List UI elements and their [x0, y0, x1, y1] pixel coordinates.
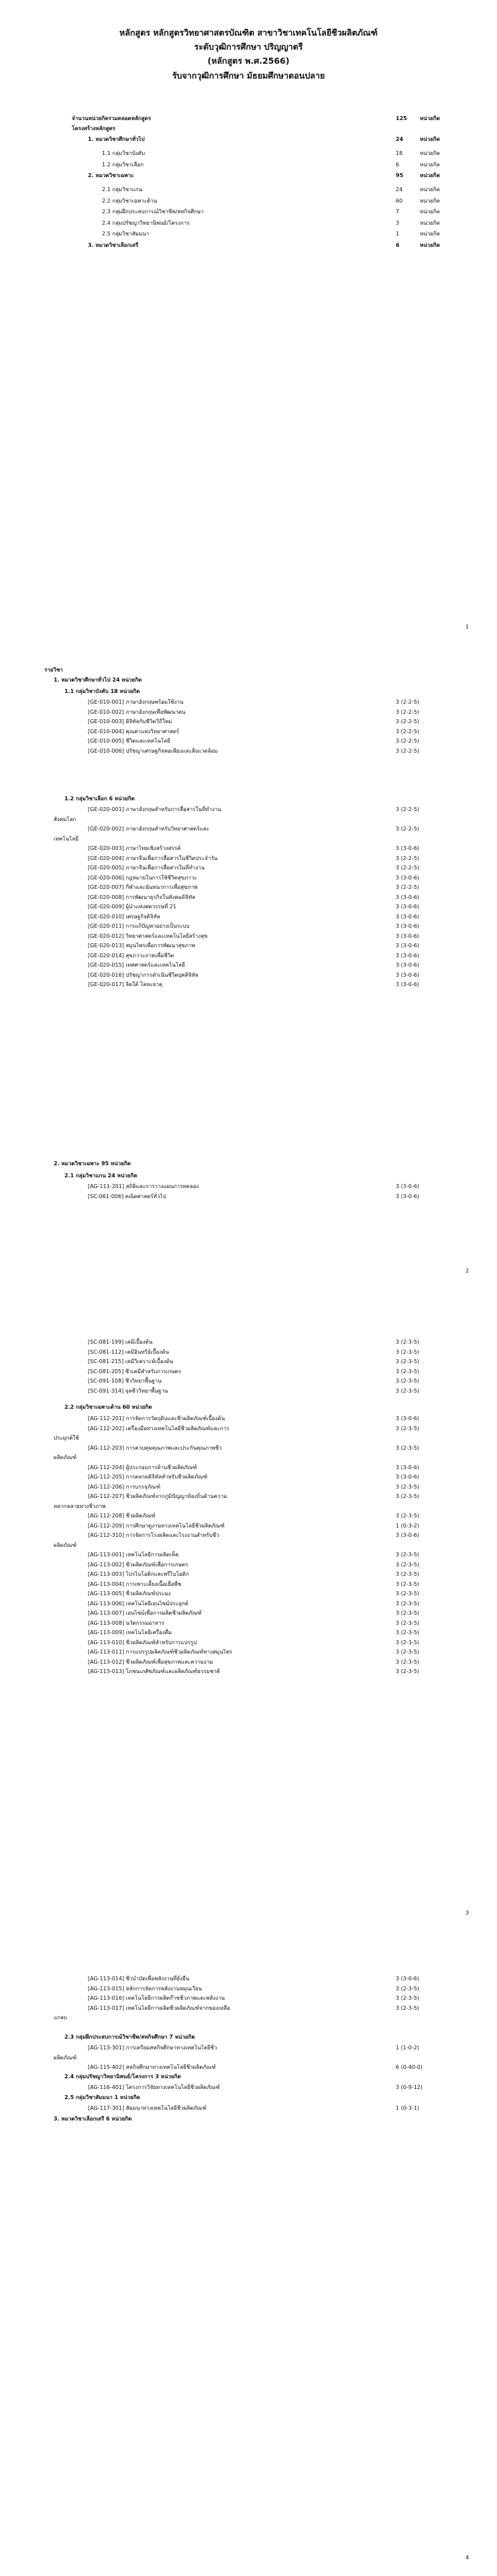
- course-credits: 3 (2-3-5): [396, 1493, 419, 1499]
- course-credits: 3 (2-3-5): [396, 1358, 419, 1364]
- course-credits: 3 (3-0-6): [396, 1193, 419, 1199]
- structure-row-unit: หน่วยกิต: [420, 209, 440, 215]
- structure-row-unit: หน่วยกิต: [420, 150, 440, 156]
- course-credits: 3 (3-0-6): [396, 923, 419, 929]
- course-name: [SC-061-006] คณิตศาสตร์ทั่วไป: [88, 1193, 166, 1199]
- course-credits: 3 (2-3-5): [396, 1513, 419, 1519]
- page-2: [0, 644, 497, 1288]
- course-credits: 3 (2-3-5): [396, 1483, 419, 1490]
- course-credits: 3 (3-0-6): [396, 874, 419, 881]
- course-credits: 3 (2-3-5): [396, 1339, 419, 1345]
- course-name-continued: แกลบ: [54, 2015, 67, 2021]
- course-credits: 1 (1-0-2): [396, 2045, 419, 2051]
- total-credits-label: จำนวนหน่วยกิตรวมตลอดหลักสูตร: [72, 115, 152, 121]
- header-curriculum-year: (หลักสูตร พ.ศ.2566): [207, 56, 290, 66]
- course-name: [AG-113-015] หลักการจัดการพลังงานหมุนเวียน: [88, 1985, 203, 1992]
- structure-row-label: 1. หมวดวิชาศึกษาทั่วไป: [88, 136, 145, 142]
- course-name: [AG-113-005] ชีวผลิตภัณฑ์ประมง: [88, 1591, 171, 1597]
- course-name-continued: ผลิตภัณฑ์: [54, 2054, 77, 2061]
- course-credits: 3 (2-2-5): [396, 747, 419, 754]
- course-credits: 3 (2-2-5): [396, 699, 419, 705]
- course-name: [AG-113-007] เอนไซม์เพื่อการผลิตชีวผลิตภัณฑ์: [88, 1610, 202, 1616]
- course-credits: 3 (2-2-5): [396, 826, 419, 832]
- course-credits: 3 (2-2-5): [396, 884, 419, 890]
- course-name: [AG-112-209] การศึกษาดูงานทางเทคโนโลยีชีวผลิตภัณฑ์: [88, 1522, 225, 1529]
- course-credits: 3 (2-3-5): [396, 1600, 419, 1607]
- structure-row-unit: หน่วยกิต: [420, 219, 440, 226]
- structure-row-unit: หน่วยกิต: [420, 197, 440, 204]
- courses-title: รายวิชา: [44, 667, 63, 673]
- course-credits: 3 (2-3-5): [396, 1629, 419, 1635]
- course-name: [SC-081-205] ชีวเคมีสำหรับการเกษตร: [88, 1368, 182, 1375]
- course-credits: 3 (2-3-5): [396, 1619, 419, 1626]
- course-name: [SC-081-112] เคมีอินทรีย์เบื้องต้น: [88, 1348, 169, 1355]
- course-credits: 3 (2-3-5): [396, 1610, 419, 1616]
- course-name: [SC-091-108] ชีววิทยาพื้นฐาน: [88, 1378, 162, 1384]
- section-required: 1.1 กลุ่มวิชาบังคับ 18 หน่วยกิต: [64, 688, 140, 694]
- course-name: [GE-010-003] ดิจิทัลกับชีวิตวิถีใหม่: [88, 718, 172, 724]
- course-name: [SC-081-199] เคมีเบื้องต้น: [88, 1339, 153, 1345]
- course-name: [AG-113-009] เทคโนโลยีเครื่องดื่ม: [88, 1629, 172, 1635]
- total-credits-unit: หน่วยกิต: [420, 115, 440, 121]
- course-credits: 3 (2-3-5): [396, 1561, 419, 1568]
- course-name: [GE-010-002] ภาษาอังกฤษเพื่อพัฒนาตน: [88, 708, 186, 715]
- course-name: [GE-020-008] การพัฒนาธุรกิจในสังคมดิจิทัล: [88, 894, 196, 900]
- course-name: [AG-113-001] เทคโนโลยีการผลิตเห็ด: [88, 1552, 179, 1558]
- course-name: [GE-020-004] ภาษาจีนเพื่อการสื่อสารในชีวิตประจำวัน: [88, 855, 218, 861]
- course-credits: 3 (2-3-5): [396, 1639, 419, 1646]
- page-number: 4: [465, 2555, 470, 2561]
- course-credits: 3 (3-0-6): [396, 894, 419, 900]
- course-name: [AG-113-010] ชีวผลิตภัณฑ์สำหรับการแปรรูป: [88, 1639, 197, 1646]
- structure-row-value: 6: [396, 241, 400, 248]
- course-name-continued: ผลิตภัณฑ์: [54, 1542, 77, 1548]
- structure-row-value: 1: [396, 231, 400, 237]
- header-admission: รับจากวุฒิการศึกษา มัธยมศึกษาตอนปลาย: [172, 70, 325, 80]
- course-credits: 3 (2-2-5): [396, 865, 419, 871]
- course-name: [GE-010-005] ชีวิตและเทคโนโลยี: [88, 738, 170, 744]
- course-name: [GE-010-006] ปรัชญาเศรษฐกิจพอเพียงและสิ่งแวดล้อม: [88, 747, 218, 754]
- structure-row-value: 18: [396, 150, 403, 156]
- course-name: [AG-113-008] นวัตกรรมอาหาร: [88, 1619, 164, 1626]
- course-credits: 3 (3-0-6): [396, 943, 419, 949]
- course-name: [AG-113-013] โภชนเภสัชภัณฑ์และผลิตภัณฑ์ธรรมชาติ: [88, 1668, 221, 1674]
- course-name: [AG-112-208] ชีวผลิตภัณฑ์: [88, 1513, 156, 1519]
- course-name: [AG-113-004] การเพาะเลี้ยงเนื้อเยื่อพืช: [88, 1580, 182, 1587]
- course-name: [AG-113-006] เทคโนโลยีเอนไซม์ประยุกต์: [88, 1600, 188, 1607]
- structure-label: โครงสร้างหลักสูตร: [72, 125, 115, 131]
- structure-row-label: 1.1 กลุ่มวิชาบังคับ: [102, 150, 146, 156]
- course-name: [GE-020-006] กฎหมายในการใช้ชีวิตสุขภาวะ: [88, 874, 197, 881]
- course-credits: 3 (2-3-5): [396, 1580, 419, 1587]
- course-name: [GE-020-007] กีฬาและนันทนาการเพื่อสุขภาพ: [88, 884, 198, 890]
- course-name: [GE-020-005] ภาษาจีนเพื่อการสื่อสารในที่ทำงาน: [88, 865, 205, 871]
- course-credits: 3 (2-2-5): [396, 855, 419, 861]
- structure-row-unit: หน่วยกิต: [420, 136, 440, 142]
- structure-row-label: 2. หมวดวิชาเฉพาะ: [88, 172, 134, 178]
- structure-row-label: 2.2 กลุ่มวิชาเฉพาะด้าน: [102, 197, 158, 204]
- course-credits: 3 (2-2-5): [396, 708, 419, 715]
- section-seminar: 2.5 กลุ่มวิชาสัมมนา 1 หน่วยกิต: [64, 2094, 140, 2100]
- page-1: [0, 0, 497, 644]
- course-name: [AG-116-401] โครงการวิจัยทางเทคโนโลยีชีวผลิตภัณฑ์: [88, 2084, 220, 2090]
- course-credits: 3 (2-3-5): [396, 1658, 419, 1665]
- course-name: [AG-115-402] สหกิจศึกษาทางเทคโนโลยีชีวผลิตภัณฑ์: [88, 2064, 216, 2070]
- course-name: [GE-020-013] สมุนไพรเพื่อการพัฒนาสุขภาพ: [88, 943, 195, 949]
- structure-row-unit: หน่วยกิต: [420, 172, 440, 178]
- structure-row-label: 2.3 กลุ่มฝึกประสบการณ์วิชาชีพ/สหกิจศึกษา: [102, 209, 204, 215]
- course-credits: 3 (3-0-6): [396, 971, 419, 978]
- course-name-continued: หลากหลายทางชีวภาพ: [54, 1503, 106, 1509]
- course-name: [AG-113-002] ชีวผลิตภัณฑ์เพื่อการเกษตร: [88, 1561, 188, 1568]
- course-credits: 3 (2-3-5): [396, 1591, 419, 1597]
- page-number: 3: [465, 1910, 470, 1916]
- course-credits: 3 (2-3-5): [396, 2004, 419, 2011]
- structure-row-unit: หน่วยกิต: [420, 186, 440, 193]
- course-name: [AG-112-202] เครื่องมือทางเทคโนโลยีชีวผลิตภัณฑ์และการ: [88, 1425, 229, 1432]
- course-credits: 3 (2-3-5): [396, 1348, 419, 1355]
- course-credits: 3 (2-3-5): [396, 1995, 419, 2001]
- structure-row-unit: หน่วยกิต: [420, 231, 440, 237]
- course-name: [AG-112-201] การจัดการวัตถุดิบและชีวผลิตภัณฑ์เบื้องต้น: [88, 1415, 225, 1421]
- course-name: [SC-091-314] จุลชีววิทยาพื้นฐาน: [88, 1387, 168, 1394]
- course-name: [AG-117-301] สัมมนาทางเทคโนโลยีชีวผลิตภัณฑ์: [88, 2105, 207, 2111]
- structure-row-label: 2.4 กลุ่มปรัชญาวิทยานิพนธ์/โครงการ: [102, 219, 190, 226]
- structure-row-label: 1.2 กลุ่มวิชาเลือก: [102, 161, 144, 168]
- course-credits: 3 (2-3-5): [396, 1368, 419, 1375]
- course-credits: 3 (3-0-6): [396, 845, 419, 851]
- course-credits: 3 (3-0-6): [396, 1464, 419, 1470]
- course-name: [AG-113-003] โปรไบโอติกและพรีไบโอติก: [88, 1571, 189, 1577]
- course-name: [GE-020-011] การแก้ปัญหาอย่างเป็นระบบ: [88, 923, 190, 929]
- course-credits: 1 (0-3-2): [396, 1522, 419, 1529]
- course-credits: 3 (3-0-6): [396, 932, 419, 939]
- section-major: 2. หมวดวิชาเฉพาะ 95 หน่วยกิต: [54, 1161, 131, 1167]
- course-credits: 3 (2-3-5): [396, 1378, 419, 1384]
- course-credits: 3 (2-3-5): [396, 1649, 419, 1655]
- course-credits: 3 (2-3-5): [396, 1668, 419, 1674]
- course-credits: 3 (3-0-6): [396, 913, 419, 920]
- course-credits: 3 (2-3-5): [396, 1985, 419, 1992]
- course-credits: 3 (3-0-6): [396, 1976, 419, 1982]
- course-name-continued: ประยุกต์ใช้: [54, 1435, 79, 1441]
- course-name: [GE-020-012] วิทยาศาสตร์และเทคโนโลยีสร้างสุข: [88, 932, 208, 939]
- header-title: หลักสูตร หลักสูตรวิทยาศาสตรบัณฑิต สาขาวิชาเทคโนโลยีชีวผลิตภัณฑ์: [119, 28, 378, 38]
- section-thesis: 2.4 กลุ่มปรัชญาวิทยานิพนธ์/โครงการ 3 หน่วยกิต: [64, 2074, 181, 2080]
- course-name: [GE-020-016] ปรัชญาการดำเนินชีวิตยุคดิจิทัล: [88, 971, 199, 978]
- structure-row-value: 7: [396, 209, 400, 215]
- course-name: [SC-081-215] เคมีวิเคราะห์เบื้องต้น: [88, 1358, 174, 1364]
- course-credits: 3 (2-3-5): [396, 1387, 419, 1394]
- course-credits: 3 (2-3-5): [396, 1571, 419, 1577]
- course-name: [GE-010-004] คุณค่าแห่งวิทยาศาสตร์: [88, 728, 180, 735]
- course-credits: 3 (2-2-5): [396, 806, 419, 812]
- section-free-elective: 3. หมวดวิชาเลือกเสรี 6 หน่วยกิต: [54, 2116, 132, 2122]
- structure-row-label: 2.1 กลุ่มวิชาแกน: [102, 186, 143, 193]
- course-name: [GE-020-014] สุขภาวะภาคเพื่อชีวิต: [88, 952, 174, 959]
- structure-row-value: 6: [396, 161, 400, 168]
- structure-row-value: 3: [396, 219, 400, 226]
- section-internship: 2.3 กลุ่มฝึกประสบการณ์วิชาชีพ/สหกิจศึกษา 7 หน่วยกิต: [64, 2034, 195, 2040]
- course-name-continued: สังคมโลก: [54, 816, 76, 822]
- course-credits: 3 (2-2-5): [396, 728, 419, 735]
- course-name: [GE-020-003] ภาษาไทยเชิงสร้างสรรค์: [88, 845, 181, 851]
- course-name: [GE-020-002] ภาษาอังกฤษสำหรับวิทยาศาสตร์และ: [88, 826, 209, 832]
- course-credits: 1 (0-3-1): [396, 2105, 419, 2111]
- section-general-education: 1. หมวดวิชาศึกษาทั่วไป 24 หน่วยกิต: [54, 677, 142, 683]
- page-number: 1: [465, 624, 470, 630]
- course-name: [AG-113-301] การเตรียมสหกิจศึกษาทางเทคโนโลยีชีว: [88, 2045, 217, 2051]
- course-name: [AG-113-011] การแปรรูปผลิตภัณฑ์ชีวผลิตภัณฑ์ทางสมุนไพร: [88, 1649, 233, 1655]
- course-name: [AG-112-206] การบรรจุภัณฑ์: [88, 1483, 160, 1490]
- course-name: [GE-020-001] ภาษาอังกฤษสำหรับการสื่อสารในที่ทำงาน: [88, 806, 221, 812]
- course-name: [AG-113-012] ชีวผลิตภัณฑ์เพื่อสุขภาพและความงาม: [88, 1658, 213, 1665]
- course-credits: 3 (0-9-12): [396, 2084, 423, 2090]
- course-name-continued: ผลิตภัณฑ์: [54, 1454, 77, 1460]
- course-name: [AG-112-205] การตลาดดิจิทัลสำหรับชีวผลิตภัณฑ์: [88, 1474, 208, 1480]
- course-name: [AG-111-201] สถิติและการวางแผนการทดลอง: [88, 1183, 199, 1189]
- course-name: [AG-112-310] การจัดการโรงผลิตและโรงงานสำหรับชีว: [88, 1532, 219, 1538]
- course-credits: 3 (3-0-6): [396, 962, 419, 968]
- course-credits: 3 (3-0-6): [396, 981, 419, 987]
- structure-row-label: 3. หมวดวิชาเลือกเสรี: [88, 241, 139, 248]
- course-name: [GE-010-001] ภาษาอังกฤษพร้อมใช้งาน: [88, 699, 184, 705]
- course-credits: 3 (2-2-5): [396, 718, 419, 724]
- course-name: [AG-112-203] การควบคุมคุณภาพและประกันคุณภาพชีว: [88, 1444, 222, 1451]
- structure-row-label: 2.5 กลุ่มวิชาสัมมนา: [102, 231, 150, 237]
- course-name-continued: เทคโนโลยี: [54, 835, 79, 842]
- section-core: 2.1 กลุ่มวิชาแกน 24 หน่วยกิต: [64, 1173, 137, 1179]
- course-credits: 3 (3-0-6): [396, 1183, 419, 1189]
- course-name: [GE-020-017] จิตใต้ โลหะธาตุ: [88, 981, 163, 987]
- course-credits: 3 (3-0-6): [396, 1532, 419, 1538]
- course-name: [GE-020-010] เศรษฐกิจดิจิทัล: [88, 913, 160, 920]
- total-credits-value: 125: [396, 115, 407, 121]
- course-credits: 3 (2-3-5): [396, 1552, 419, 1558]
- structure-row-value: 95: [396, 172, 404, 178]
- header-degree-level: ระดับวุฒิการศึกษา ปริญญาตรี: [194, 42, 303, 52]
- course-name: [GE-020-009] ผู้นำแห่งศตวรรษที่ 21: [88, 904, 176, 910]
- course-credits: 3 (3-0-6): [396, 1415, 419, 1421]
- page-4: [0, 1932, 497, 2576]
- structure-row-value: 24: [396, 186, 403, 193]
- structure-row-unit: หน่วยกิต: [420, 241, 440, 248]
- page-3: [0, 1288, 497, 1932]
- course-credits: 3 (3-0-6): [396, 952, 419, 959]
- structure-row-unit: หน่วยกิต: [420, 161, 440, 168]
- course-credits: 6 (0-40-0): [396, 2064, 423, 2070]
- page-number: 2: [465, 1268, 470, 1274]
- structure-row-value: 24: [396, 136, 404, 142]
- course-name: [AG-112-204] ผู้ประกอบการด้านชีวผลิตภัณฑ์: [88, 1464, 197, 1470]
- course-credits: 3 (2-2-5): [396, 738, 419, 744]
- course-credits: 3 (3-0-6): [396, 904, 419, 910]
- course-name: [AG-113-014] ชีวบำบัดเพื่อพลังงานที่ยั่งยืน: [88, 1976, 190, 1982]
- course-credits: 3 (3-0-6): [396, 1474, 419, 1480]
- section-elective: 1.2 กลุ่มวิชาเลือก 6 หน่วยกิต: [64, 796, 135, 802]
- course-name: [AG-112-207] ชีวผลิตภัณฑ์จากภูมิปัญญาท้องถิ่นด้านความ: [88, 1493, 227, 1499]
- course-name: [AG-113-017] เทคโนโลยีการผลิตชีวผลิตภัณฑ์จากของเหลือ: [88, 2004, 231, 2011]
- course-credits: 3 (2-3-5): [396, 1444, 419, 1451]
- structure-row-value: 60: [396, 197, 403, 204]
- course-name: [AG-113-016] เทคโนโลยีการผลิตก๊าซชีวภาพและพลังงาน: [88, 1995, 225, 2001]
- section-specialized: 2.2 กลุ่มวิชาเฉพาะด้าน 60 หน่วยกิต: [64, 1404, 152, 1410]
- course-name: [GE-020-015] เทศศาสตร์และเทคโนโลยี: [88, 962, 185, 968]
- course-credits: 3 (2-3-5): [396, 1425, 419, 1432]
